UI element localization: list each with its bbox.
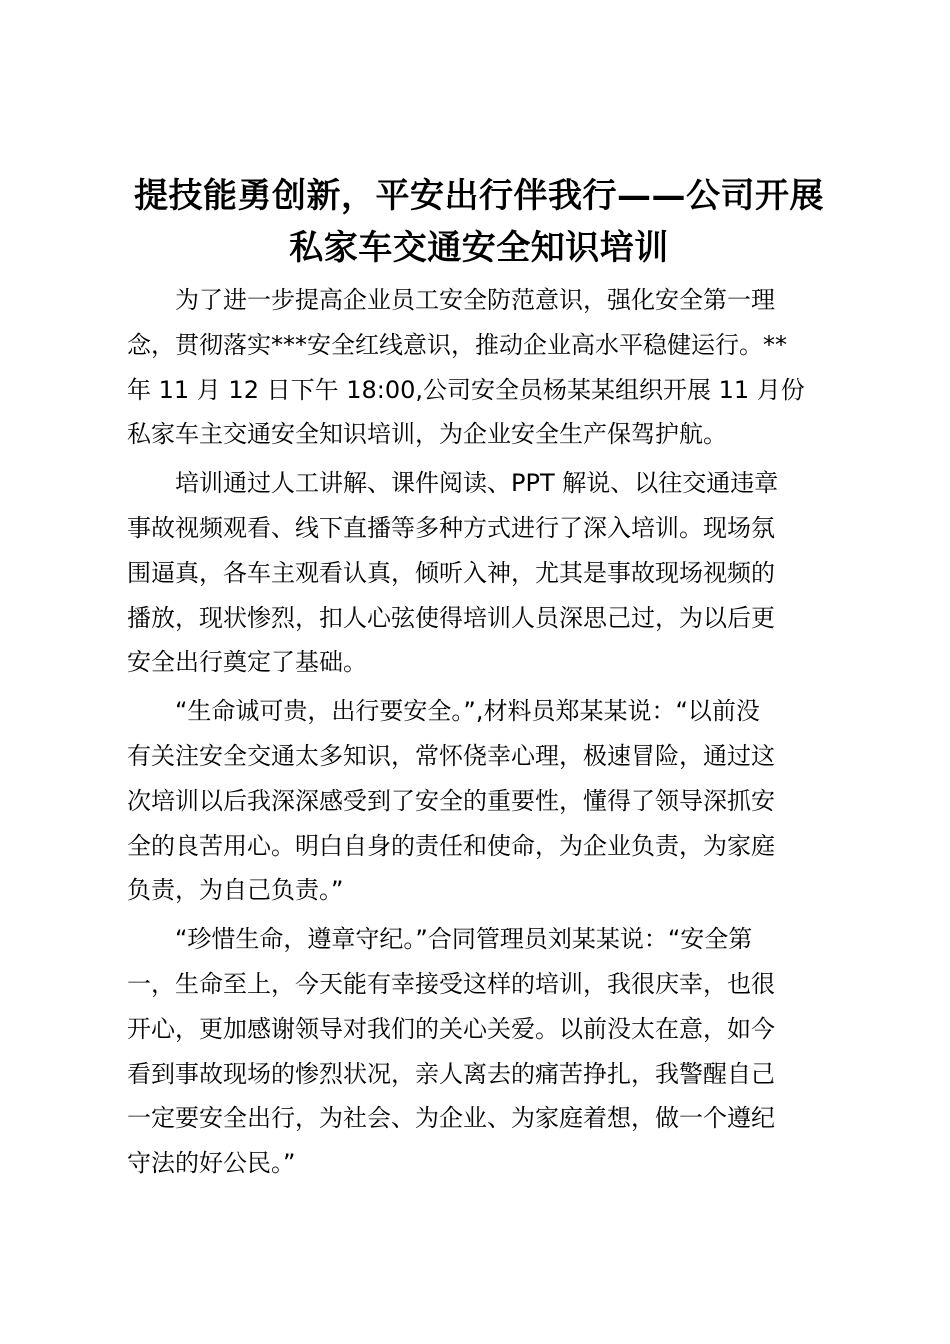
text-line: 培训通过人工讲解、课件阅读、PPT 解说、以往交通违章 <box>175 469 779 498</box>
text-line: 有关注安全交通太多知识，常怀侥幸心理，极速冒险，通过这 <box>127 741 775 770</box>
text-line: 守法的好公民。” <box>127 1149 296 1178</box>
paragraph-quote-liu <box>127 917 831 1186</box>
text-line: “珍惜生命，遵章守纪。”合同管理员刘某某说：“安全第 <box>175 925 753 954</box>
text-line: 为了进一步提高企业员工安全防范意识，强化安全第一理 <box>175 286 775 314</box>
text-line: “生命诚可贵，出行要安全。”,材料员郑某某说：“以前没 <box>175 697 760 726</box>
text-line: 看到事故现场的惨烈状况，亲人离去的痛苦挣扎，我警醒自己 <box>127 1059 775 1088</box>
text-line: 全的良苦用心。明白自身的责任和使命，为企业负责，为家庭 <box>127 831 775 860</box>
text-line: 年 11 月 12 日下午 18:00,公司安全员杨某某组织开展 11 月份 <box>127 375 805 404</box>
text-line: 事故视频观看、线下直播等多种方式进行了深入培训。现场氛 <box>127 513 775 542</box>
text-line: 围逼真，各车主观看认真，倾听入神，尤其是事故现场视频的 <box>127 558 775 587</box>
document-page <box>127 170 831 1186</box>
text-line: 负责，为自己负责。” <box>127 876 344 905</box>
title-line: 私家车交通安全知识培训 <box>289 228 669 268</box>
paragraph-training <box>127 461 831 685</box>
text-line: 一，生命至上，今天能有幸接受这样的培训，我很庆幸，也很 <box>127 969 775 998</box>
text-line: 开心，更加感谢领导对我们的关心关爱。以前没太在意，如今 <box>127 1014 775 1043</box>
text-line: 安全出行奠定了基础。 <box>127 648 367 677</box>
paragraph-intro <box>127 278 831 457</box>
paragraph-quote-zheng <box>127 689 831 913</box>
title-line: 提技能勇创新，平安出行伴我行——公司开展 <box>134 176 824 216</box>
text-line: 一定要安全出行，为社会、为企业、为家庭着想，做一个遵纪 <box>127 1104 775 1133</box>
text-line: 私家车主交通安全知识培训，为企业安全生产保驾护航。 <box>127 420 727 449</box>
document-title <box>127 170 831 274</box>
text-line: 次培训以后我深深感受到了安全的重要性，懂得了领导深抓安 <box>127 786 775 815</box>
text-line: 播放，现状惨烈，扣人心弦使得培训人员深思己过，为以后更 <box>127 603 775 632</box>
text-line: 念，贯彻落实***安全红线意识，推动企业高水平稳健运行。** <box>127 330 787 359</box>
